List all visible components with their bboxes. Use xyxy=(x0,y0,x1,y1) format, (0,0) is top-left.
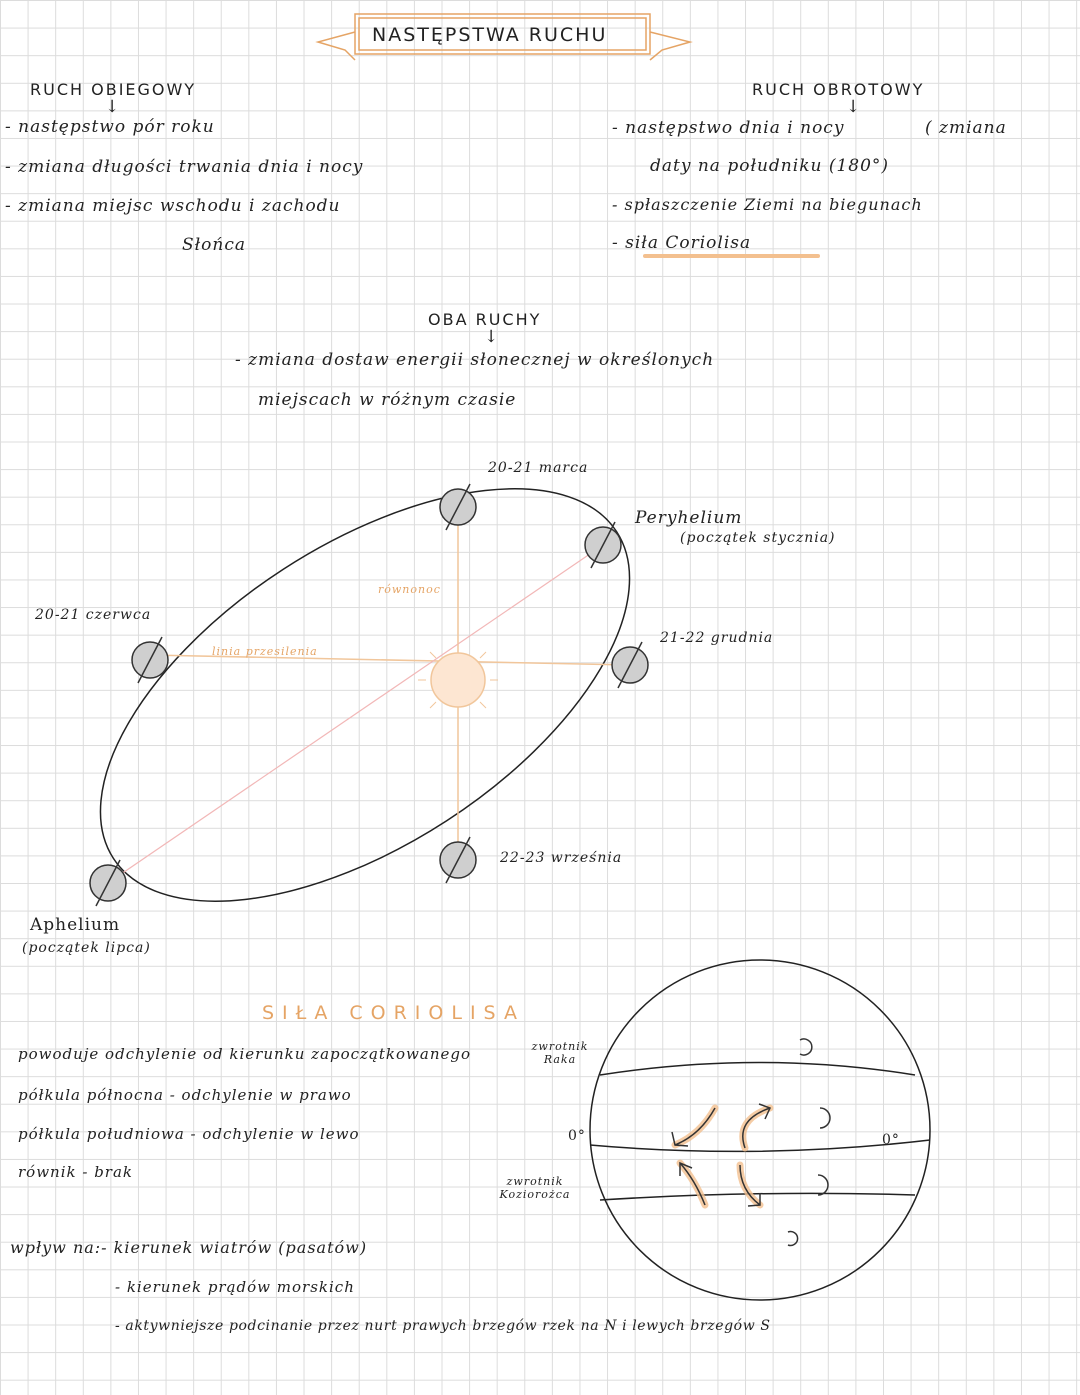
both-line-2: miejscach w różnym czasie xyxy=(258,390,517,410)
rotation-icons xyxy=(788,1039,830,1246)
both-arrow: ↓ xyxy=(484,327,500,347)
globe-label-top: zwrotnik Raka xyxy=(531,1040,589,1066)
label-march: 20-21 marca xyxy=(488,460,589,476)
orbit-ellipse xyxy=(32,406,699,984)
earth-positions xyxy=(90,489,648,901)
label-equinox: równonoc xyxy=(378,583,441,596)
right-item-2: daty na południku (180°) xyxy=(650,156,890,176)
right-item-3: - spłaszczenie Ziemi na biegunach xyxy=(612,195,923,214)
globe-zero-right: 0° xyxy=(882,1132,900,1148)
coriolis-line-3: półkula południowa - odchylenie w lewo xyxy=(18,1125,360,1143)
page-title: NASTĘPSTWA RUCHU xyxy=(372,24,608,46)
right-item-4: - siła Coriolisa xyxy=(612,233,752,253)
right-heading: RUCH OBROTOWY xyxy=(752,80,925,99)
globe-label-bottom: zwrotnik Koziorożca xyxy=(499,1175,571,1201)
left-item-2: - zmiana długości trwania dnia i nocy xyxy=(5,157,364,177)
both-heading: OBA RUCHY xyxy=(428,310,542,329)
label-solstice: linia przesilenia xyxy=(212,645,318,658)
globe-zero-left: 0° xyxy=(568,1128,586,1144)
orbit-diagram xyxy=(32,406,699,984)
earth-axes xyxy=(96,484,642,906)
right-arrow: ↓ xyxy=(846,97,862,117)
globe-circle xyxy=(590,960,930,1300)
coriolis-heading: SIŁA CORIOLISA xyxy=(262,1002,525,1024)
coriolis-line-1: powoduje odchylenie od kierunku zapoczątkowanego xyxy=(18,1045,472,1063)
coriolis-line-2: półkula północna - odchylenie w prawo xyxy=(18,1086,352,1104)
left-item-1: - następstwo pór roku xyxy=(5,117,215,137)
effect-2: - kierunek prądów morskich xyxy=(115,1278,355,1296)
left-arrow: ↓ xyxy=(105,97,121,117)
right-item-1: - następstwo dnia i nocy xyxy=(612,118,845,138)
label-june: 20-21 czerwca xyxy=(35,607,152,623)
label-september: 22-23 września xyxy=(500,850,623,866)
effect-3: - aktywniejsze podcinanie przez nurt prawych brzegów rzek na N i lewych brzegów S xyxy=(115,1318,771,1334)
apsides-line xyxy=(108,545,603,883)
label-december: 21-22 grudnia xyxy=(660,630,774,646)
both-line-1: - zmiana dostaw energii słonecznej w określonych xyxy=(235,350,715,370)
label-aphelion: Aphelium xyxy=(30,915,121,935)
label-perihelion-note: (początek stycznia) xyxy=(680,530,836,546)
left-heading: RUCH OBIEGOWY xyxy=(30,80,197,99)
label-perihelion: Peryhelium xyxy=(635,508,743,528)
globe-diagram xyxy=(590,960,930,1300)
coriolis-line-4: równik - brak xyxy=(18,1163,133,1181)
effect-1: wpływ na:- kierunek wiatrów (pasatów) xyxy=(10,1238,368,1257)
right-item-1b: ( zmiana xyxy=(925,118,1007,138)
left-item-3: - zmiana miejsc wschodu i zachodu xyxy=(5,196,341,216)
label-aphelion-note: (początek lipca) xyxy=(22,940,151,956)
left-item-4: Słońca xyxy=(182,235,246,255)
